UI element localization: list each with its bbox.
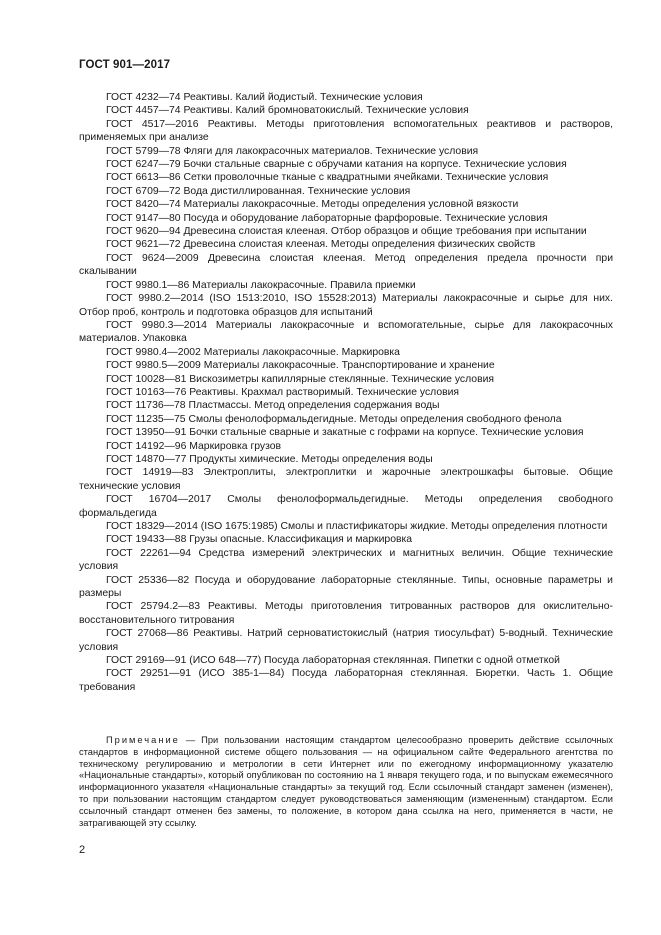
reference-item: ГОСТ 4457—74 Реактивы. Калий бромноватокислый. Технические условия <box>106 105 469 117</box>
document-header: ГОСТ 901—2017 <box>79 59 171 71</box>
reference-item: ГОСТ 6709—72 Вода дистиллированная. Технические условия <box>106 185 411 197</box>
note-label: Примечание <box>106 735 180 745</box>
note-block <box>79 735 613 829</box>
reference-item: ГОСТ 11235—75 Смолы фенолоформальдегидные. Методы определения свободного фенола <box>106 413 562 425</box>
reference-item: ГОСТ 27068—86 Реактивы. Натрий серноватистокислый (натрия тиосульфат) 5-водный. Технические условия <box>79 628 613 653</box>
reference-item: ГОСТ 18329—2014 (ISO 1675:1985) Смолы и пластификаторы жидкие. Методы определения плотности <box>106 521 608 532</box>
reference-item: ГОСТ 9980.3—2014 Материалы лакокрасочные и вспомогательные, сырье для лакокрасочных материалов. Упаковка <box>79 319 613 345</box>
reference-item: ГОСТ 29251—91 (ИСО 385-1—84) Посуда лабораторная стеклянная. Бюретки. Часть 1. Общие требования <box>79 668 613 693</box>
reference-item: ГОСТ 4517—2016 Реактивы. Методы приготовления вспомогательных реактивов и растворов, применяемых при анализе <box>79 118 613 144</box>
reference-item: ГОСТ 9980.2—2014 (ISO 1513:2010, ISO 15528:2013) Материалы лакокрасочные и сырье для них. Отбор проб, контроль и подготовка образцов для испытаний <box>79 293 613 318</box>
reference-item: ГОСТ 14919—83 Электроплиты, электроплитки и жарочные электрошкафы бытовые. Общие технические условия <box>79 467 613 492</box>
reference-item: ГОСТ 6613—86 Сетки проволочные тканые с квадратными ячейками. Технические условия <box>106 172 549 184</box>
reference-item: ГОСТ 25336—82 Посуда и оборудование лабораторные стеклянные. Типы, основные параметры и размеры <box>79 574 613 600</box>
reference-item: ГОСТ 19433—88 Грузы опасные. Классификация и маркировка <box>106 534 413 546</box>
reference-item: ГОСТ 9624—2009 Древесина слоистая клееная. Метод определения предела прочности при скалывании <box>79 252 613 278</box>
reference-item: ГОСТ 16704—2017 Смолы фенолоформальдегидные. Методы определения свободного формальдегида <box>79 494 613 519</box>
page-number: 2 <box>79 844 86 856</box>
reference-item: ГОСТ 4232—74 Реактивы. Калий йодистый. Технические условия <box>106 92 423 103</box>
reference-item: ГОСТ 9980.1—86 Материалы лакокрасочные. Правила приемки <box>106 279 416 291</box>
reference-item: ГОСТ 9980.5—2009 Материалы лакокрасочные. Транспортирование и хранение <box>106 360 495 372</box>
reference-item: ГОСТ 6247—79 Бочки стальные сварные с обручами катания на корпусе. Технические условия <box>106 159 567 171</box>
reference-item: ГОСТ 11736—78 Пластмассы. Метод определения содержания воды <box>106 400 440 412</box>
reference-item: ГОСТ 29169—91 (ИСО 648—77) Посуда лабораторная стеклянная. Пипетки с одной отметкой <box>106 655 560 667</box>
reference-item: ГОСТ 25794.2—83 Реактивы. Методы приготовления титрованных растворов для окислительно-восстановительного титрования <box>79 601 613 626</box>
reference-item: ГОСТ 14192—96 Маркировка грузов <box>106 440 282 452</box>
reference-item: ГОСТ 9621—72 Древесина слоистая клееная. Методы определения физических свойств <box>106 239 536 251</box>
reference-item: ГОСТ 9980.4—2002 Материалы лакокрасочные. Маркировка <box>106 346 400 358</box>
note-text: — При пользовании настоящим стандартом целесообразно проверить действие ссылочных стандартов в информационной системе общего пользования — на официальном сайте Федерального агентства по техническому регулированию и метрологии в сети Интернет или по ежегодному информационному указателю «Национальные стандарты», который опубликован по состоянию на 1 января текущего года, и по выпускам ежемесячного информационного указателя «Национальные стандарты» за текущий год. Если ссылочный стандарт заменен (изменен), то при пользовании настоящим стандартом следует руководствоваться заменяющим (измененным) стандартом. Если ссылочный стандарт отменен без замены, то положение, в котором дана ссылка на него, применяется в части, не затрагивающей эту ссылку. <box>79 735 613 828</box>
reference-item: ГОСТ 9147—80 Посуда и оборудование лабораторные фарфоровые. Технические условия <box>106 212 548 224</box>
reference-item: ГОСТ 10028—81 Вискозиметры капиллярные стеклянные. Технические условия <box>106 373 495 385</box>
reference-item: ГОСТ 10163—76 Реактивы. Крахмал растворимый. Технические условия <box>106 386 460 398</box>
note-paragraph <box>79 735 613 829</box>
normative-references-list <box>79 91 613 694</box>
reference-item: ГОСТ 14870—77 Продукты химические. Методы определения воды <box>106 453 433 465</box>
reference-item: ГОСТ 13950—91 Бочки стальные сварные и закатные с гофрами на корпусе. Технические условия <box>106 427 584 439</box>
reference-item: ГОСТ 9620—94 Древесина слоистая клееная. Отбор образцов и общие требования при испытании <box>106 226 587 238</box>
reference-item: ГОСТ 5799—78 Фляги для лакокрасочных материалов. Технические условия <box>106 145 479 157</box>
reference-item: ГОСТ 22261—94 Средства измерений электрических и магнитных величин. Общие технические условия <box>79 547 613 573</box>
reference-item: ГОСТ 8420—74 Материалы лакокрасочные. Методы определения условной вязкости <box>106 199 519 211</box>
